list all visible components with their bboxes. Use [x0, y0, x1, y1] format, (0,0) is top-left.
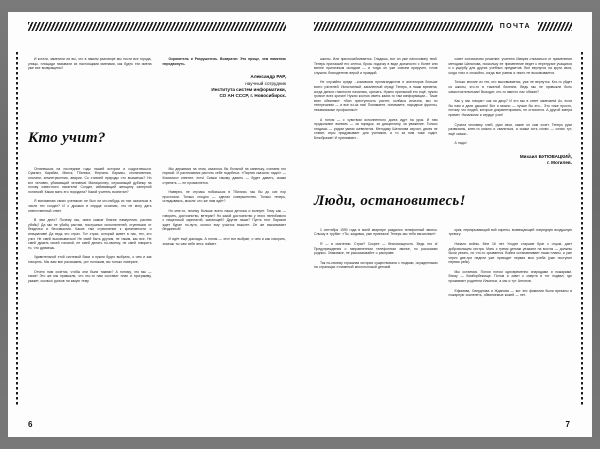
intro-signature: [163, 74, 287, 100]
second-article-columns: [314, 228, 572, 303]
paragraph: Как у нас говорят: как на двор? И это мы в ответ замечаем! Ах, если бы нам и дали дышать! Вот и можно — лучше бы это... Это тоже просто, потому что людей, которые документировать, не относятся. А другой завтра примет. Начальник и сердце учит!: [448, 99, 572, 117]
paragraph: совет соломоново решение: учителю Имярек отказаться от применения методики Шаталова, поскольку ее применение ведет к перегрузке учащихся и к ущербу для других учебных предметов. Все вернутся на круги своя, когда тихо и спокойно, когда все равны и никто не высовывается.: [448, 57, 572, 75]
paragraph: Так по-своему страшная история существовала с людьми, осужденными на страницах отчаянный многоголосый детский: [314, 260, 438, 270]
article-column-1: [28, 167, 152, 288]
paragraph: Сучила человеку хлеб, руки свои, какие он сам хочет. Теперь руки развязаны, клеп-то можно и свалиться, а скажи хоть слово — слово тут, ещё скажи...: [448, 122, 572, 136]
article-headline-kto-uchit: Кто учит?: [28, 129, 106, 146]
paragraph: Начало войны. Мне 16 лет. Уходят старшие брат с отцом, дает добровольцем сестра. Мать с тремя детьми уезжают на восток — должны были уехать, но что-то срывается. Война останавливает наши планы, и уже через две-три недели уже приходит первая моя учеба (уже поступил первая рейс).: [448, 241, 572, 265]
paragraph: В чем дело? Почему мы, имея самые благие намерения, растим убийц? Да мы не убийц растим, послушных исполнителей, отупевших от безделья и бессмыслия. Какое там стремление к креативности и инициативе! Да ведь это страх. Тот страх, который живет в нас, тех, кто учит. Не смей высовываться! Не смей быть другим, не таким, как все. Не смей думать своей головой, не смей делать по-своему, не смей говорить то, что думаешь.: [28, 218, 152, 250]
right-page-top-rule: [314, 22, 572, 31]
signature-name: Александр РАР,: [250, 74, 286, 80]
intro-lead-in: Охранитель и Разрушитель. Возвратит. Это проще, чем памятник передвинуть.: [162, 57, 286, 66]
paragraph: Мы держимся на этом, казалось бы больной на капельку, считаем это нормой. И растекаемся растить себе подобных. «Партия сказала: надо!» — Комсомол ответил: есть! Скажи такому давить — будет давить, скажи стрелять — не промахнется.: [162, 166, 286, 185]
intro-text-2: [163, 57, 287, 66]
paragraph: Я вспоминаю своих учеников: не был ли кто-нибудь из них оказаться в числе тех солдат? И с дрожью в сердце осознаю, что не могу дать ответственный ответ.: [28, 199, 152, 213]
left-page: [8, 12, 300, 437]
running-header: ПОЧТА: [499, 23, 531, 30]
paragraph: Отчего нам хочется, чтобы они были такими? А потому, что мы — такие! Это же мы привыкли, что кто-то нам составит план и программу, укажет, сколько уроков на какую тему.: [28, 269, 152, 283]
continuation-column-1: [314, 57, 438, 167]
hatched-bar: [28, 22, 286, 31]
hatched-bar-short: [538, 22, 572, 31]
article-signature: [449, 154, 573, 167]
second-article-column-2: [449, 228, 573, 303]
paragraph: Не случайно среди ...комовских пропагандистов и агитаторов больше всего учителей. Испытанный, закаленный отряд! Теперь, в наши времена, когда деньги гласности начались, кричать. Нужно прилаский его ещё, нужно громче всех кричат! Нужно костью иметь каких-то там кинформации... Тише всех обвиняют: «Вон преступность растет, колбаса исчезла, мы по теперешним — и все из-за них! Понимаете, понимаете, народные фронты, независимые профсоюзы!»: [314, 80, 438, 112]
intro-text-1: И кстати, заметили ли вы, что в нашем разговоре мы почти все города, улицы, площади называли их настоящими именами, как будто эти имена уже все возвращены?: [28, 57, 152, 71]
right-page: [300, 12, 592, 437]
intro-column-1: [28, 57, 152, 100]
paragraph: Оглянешься на последние годы нашей истории и содрогнешься: Сумгаит, Карабах, Минск, Тбилиси, Фергана. Взрывы, столкновения, оползни, землетрясения, аварии. Со стихией природы что возьмешь? Но вот человек, убивающий человека! Милиционер, опускающий дубинку на голову известного писателя! Солдат, избивающий женщину саперной лопаткой! Какая мать его породила? Какой учитель воспитал?: [28, 166, 152, 194]
paragraph: Я — в смятении. Страх? Скорее — беспомощность. Ведь это я! Предупреждения о направленном телефонном звонке, по рассказам родных. Знакомые, не рассказывайте о расправе.: [314, 241, 438, 256]
signature-city: г. Могилев.: [547, 160, 572, 166]
second-article-column-1: [314, 228, 438, 303]
article-body-columns: [28, 167, 286, 288]
right-margin-dashed-rule: [581, 52, 583, 407]
paragraph: Ефимова, Свердлова и Жданова — вот эти фамилии были врезаны в пожарную скалепеть, обвиняемые кожей — нет.: [448, 288, 572, 298]
right-page-number: 7: [565, 420, 570, 429]
article-column-2: [163, 167, 287, 288]
article-headline-lyudi-ostanovites: Люди, остановитесь!: [314, 192, 466, 209]
left-page-number: 6: [28, 420, 33, 429]
continuation-columns: [314, 57, 572, 167]
paragraph: Мы остаемся. Потом потом одновременно снарядами и пожарами. Внизу — бомбоубежище. Потом и зовет к смерти в тот подвал, где проживают родители Ильиных, а мы и тут Антонов.: [448, 269, 572, 284]
hatched-bar: [314, 22, 493, 31]
paragraph: школы. Или приспосабливается. Глядишь, вот он уже наполовину твой. Теперь прилаский его слегка, брось подачку в виде должности с более или менее приличным окладом — и тогда он уже совсем приручен, готов служить благодетелю верой и правдой.: [314, 57, 438, 75]
paragraph: Но мне-то, почему больше всего наша деточка и волнует. Тому как — говорить, достоинство, ветеран? Но какой достоинство у этого нелюбимого с нищенской зарплатой, шагающей? Другие наши? Пусть этот Паразов ждет буран по-пути, колхоз ему участок вышлет. Он же выкапывает бездонный!: [162, 208, 286, 232]
intro-column-2: [163, 57, 287, 100]
left-page-top-rule: [28, 22, 286, 31]
paragraph: 1 сентября 1990 года в моей квартире раздался телефонный звонок. Слышу в трубке: «Ты, жидовка, уже приехала! Теперь мы тебя вычислим!»: [314, 227, 438, 237]
paragraph: А надо!: [454, 141, 467, 146]
paragraph: А потом — с чувством исполненного долга идут на урок. И там продолжают воевать — за порядок, за дисциплину, за уважение. Только глядишь — рядом умник шевелится. Методику Шаталова изучил, двоек не ставит, игры придумывает для учеников, а то за ним тоже ходит. Безобразие! И принимают…: [314, 117, 438, 140]
magazine-spread: [8, 12, 592, 437]
signature-city: СО АН СССР, г. Новосибирск.: [219, 93, 286, 99]
intro-block: [28, 57, 286, 100]
paragraph: Наверно, не отучась побоишься в Тбилиси, мы бы до сих пор простояли. Только стыдно — сделал совершенство. Только теперь, оглядываясь, мысли: кто же нам идёт?: [162, 190, 286, 204]
left-margin-dashed-rule: [16, 52, 18, 407]
signature-name: Михаил БУПОВАЦКИЙ,: [519, 153, 572, 159]
signature-role: научный сотрудник: [245, 80, 286, 86]
paragraph: крик, перекрывающий вой сирены, возвещающей очередную воздушную тревогу.: [448, 227, 572, 237]
signature-org: Института систем информатики,: [211, 87, 286, 92]
paragraph: Удивительной этой системой Васи и нужна будто выбрать, о чем и как говорить. Мы вам все расскажем, рот положим, вы только поверьте.: [28, 255, 152, 264]
continuation-column-2: [449, 57, 573, 167]
paragraph: Только многие из тех, кто высовывается, уже не вернутся. Кто-то уйдет из школы, кто-то в тяжелой болезни. Ведь мы не привыкли быть самостоятельными! Выходит, кто-то вместо нас обязан?: [448, 80, 572, 94]
paragraph: И идёт ещё доклады. А потом — этот вот выбран, о чем и как говорить, знаешь ты сам себе весь поймет.: [162, 236, 286, 246]
